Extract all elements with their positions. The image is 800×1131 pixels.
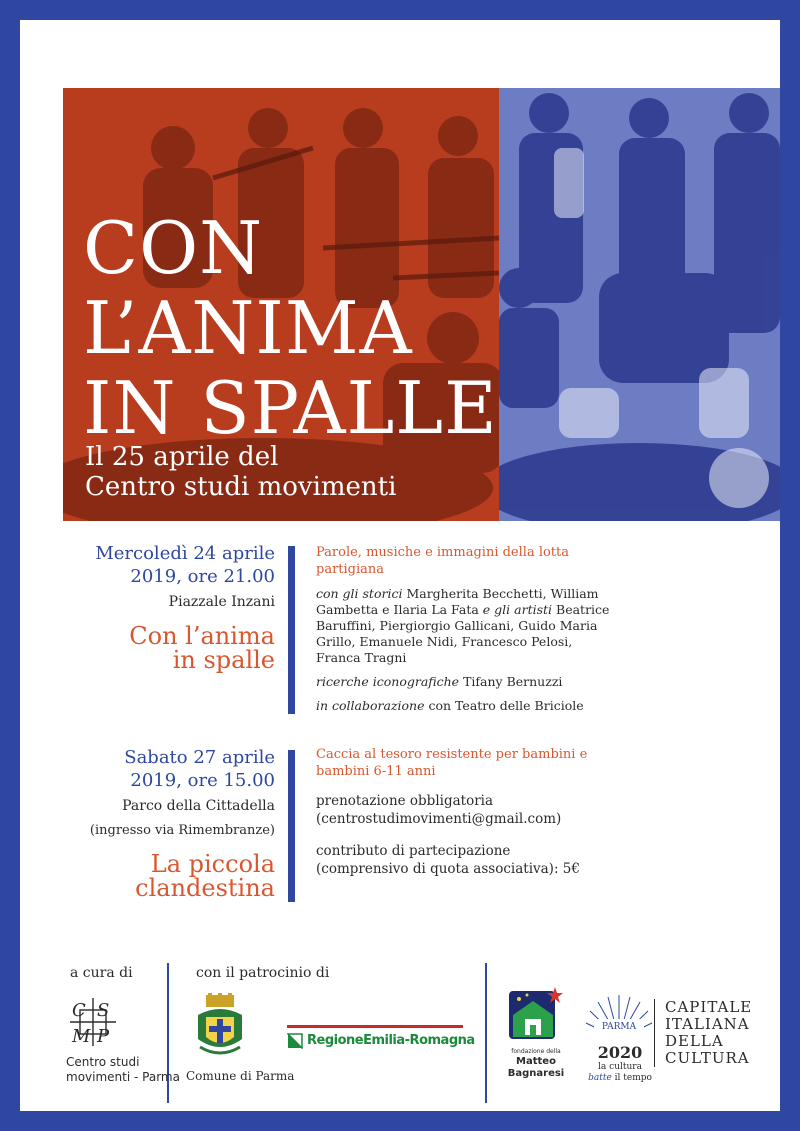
event-1-collab: [316, 698, 616, 714]
research-name: Tifany Bernuzzi: [463, 674, 563, 689]
event-2-details: [316, 746, 616, 878]
csmp-caption: [66, 1055, 180, 1085]
event-2-date-time: 2019, ore 15.00: [130, 770, 275, 791]
capitale-line-2: ITALIANA: [665, 1015, 750, 1033]
fee-label: contributo di partecipazione: [316, 843, 511, 859]
capitale-line-3: DELLA: [665, 1032, 724, 1050]
parma-tagline-2: batte: [588, 1073, 612, 1083]
historians-label: con gli storici: [316, 586, 403, 601]
sponsors-footer: [20, 955, 780, 1111]
poster-title-line-3: IN SPALLE: [83, 366, 498, 450]
csmp-letter-p: P: [97, 1026, 110, 1047]
event-2-info: [90, 746, 275, 900]
capitale-cultura-label: [654, 999, 752, 1067]
booking-email[interactable]: (centrostudimovimenti@gmail.com): [316, 811, 562, 827]
event-1-title-line-1: Con l’anima: [129, 622, 275, 650]
poster-title: [83, 208, 498, 448]
event-1-credits: [316, 586, 616, 666]
hero-photo-blue-half: [499, 88, 780, 521]
event-1-place: Piazzale Inzani: [168, 594, 275, 610]
csmp-caption-line-2: movimenti - Parma: [66, 1070, 180, 1084]
regione-name: RegioneEmilia-Romagna: [307, 1033, 475, 1048]
artists-label: e gli artisti: [482, 602, 553, 617]
research-label: ricerche iconografiche: [316, 674, 460, 689]
poster-subtitle-line-2: Centro studi movimenti: [85, 472, 397, 502]
booking-label: prenotazione obbligatoria: [316, 793, 494, 809]
fondazione-name-line-1: Matteo: [516, 1056, 556, 1067]
csmp-letter-c: C: [72, 1000, 86, 1021]
event-1-research: [316, 674, 616, 690]
event-2-divider: [288, 750, 295, 902]
event-1-date-day: Mercoledì 24 aprile: [95, 543, 275, 564]
footer-divider-2: [485, 963, 487, 1103]
event-2-title-line-2: clandestina: [135, 874, 275, 902]
artists-names: Beatrice Baruffini, Piergiorgio Gallicani, Guido Maria Grillo, Emanuele Nidi, Francesco Pelosi, Franca Tragni: [316, 602, 610, 665]
csmp-caption-line-1: Centro studi: [66, 1055, 140, 1069]
parma-year: 2020: [597, 1043, 643, 1062]
event-2-fee: [316, 842, 616, 878]
parma-tagline-1: la cultura: [598, 1062, 642, 1072]
fondazione-caption: [504, 1047, 568, 1080]
fee-amount: (comprensivo di quota associativa): 5€: [316, 861, 580, 877]
poster-subtitle: [85, 442, 396, 502]
parma-city-text: PARMA: [601, 1022, 637, 1032]
event-1-title-line-2: in spalle: [172, 646, 275, 674]
event-2-booking: [316, 792, 616, 828]
event-1-title: [95, 624, 275, 672]
event-2-title: [90, 852, 275, 900]
poster-subtitle-line-1: Il 25 aprile del: [85, 442, 279, 472]
parma-2020-caption: [580, 1044, 660, 1084]
collab-name: con Teatro delle Briciole: [428, 698, 584, 713]
regione-red-bar: [287, 1025, 463, 1028]
event-1-description: Parole, musiche e immagini della lotta partigiana: [316, 545, 570, 577]
historians-names: Margherita Becchetti, William Gambetta e Ilaria La Fata: [316, 586, 599, 617]
curated-by-label: a cura di: [70, 965, 133, 981]
event-2-date-day: Sabato 27 aprile: [124, 747, 275, 768]
parma-tagline-3: il tempo: [614, 1073, 652, 1083]
capitale-line-4: CULTURA: [665, 1049, 750, 1067]
hero-photo: [63, 88, 780, 521]
event-2-place: Parco della Cittadella: [122, 798, 275, 814]
fondazione-name-line-2: Bagnaresi: [507, 1068, 565, 1079]
event-1-divider: [288, 546, 295, 714]
partisans-silhouette-blue: [499, 88, 780, 521]
event-1-info: [95, 542, 275, 672]
parma-2020-sunburst-icon: [584, 991, 654, 1043]
regione-logo: [287, 1025, 475, 1055]
event-2-date: [90, 746, 275, 792]
regione-flag-icon: [287, 1033, 303, 1049]
csmp-logo-icon: [66, 994, 120, 1050]
capitale-line-1: CAPITALE: [665, 998, 753, 1016]
poster-title-line-1: CON: [83, 206, 264, 290]
poster-page: [20, 20, 780, 1111]
csmp-letter-m: M: [72, 1026, 91, 1047]
parma-crest-icon: [192, 993, 248, 1063]
collab-label: in collaborazione: [316, 698, 425, 713]
event-2-entrance: (ingresso via Rimembranze): [89, 823, 275, 838]
event-2-description: Caccia al tesoro resistente per bambini e bambini 6-11 anni: [316, 747, 588, 779]
poster-title-line-2: L’ANIMA: [83, 286, 413, 370]
csmp-letter-s: S: [97, 1000, 110, 1021]
fondazione-small-label: fondazione della: [511, 1048, 561, 1055]
event-2-title-line-1: La piccola: [150, 850, 275, 878]
event-1-date: [95, 542, 275, 588]
comune-caption: Comune di Parma: [186, 1069, 295, 1083]
event-1-date-time: 2019, ore 21.00: [130, 566, 275, 587]
fondazione-logo-icon: [507, 985, 563, 1041]
patronage-label: con il patrocinio di: [196, 965, 330, 981]
event-1-details: [316, 544, 616, 714]
